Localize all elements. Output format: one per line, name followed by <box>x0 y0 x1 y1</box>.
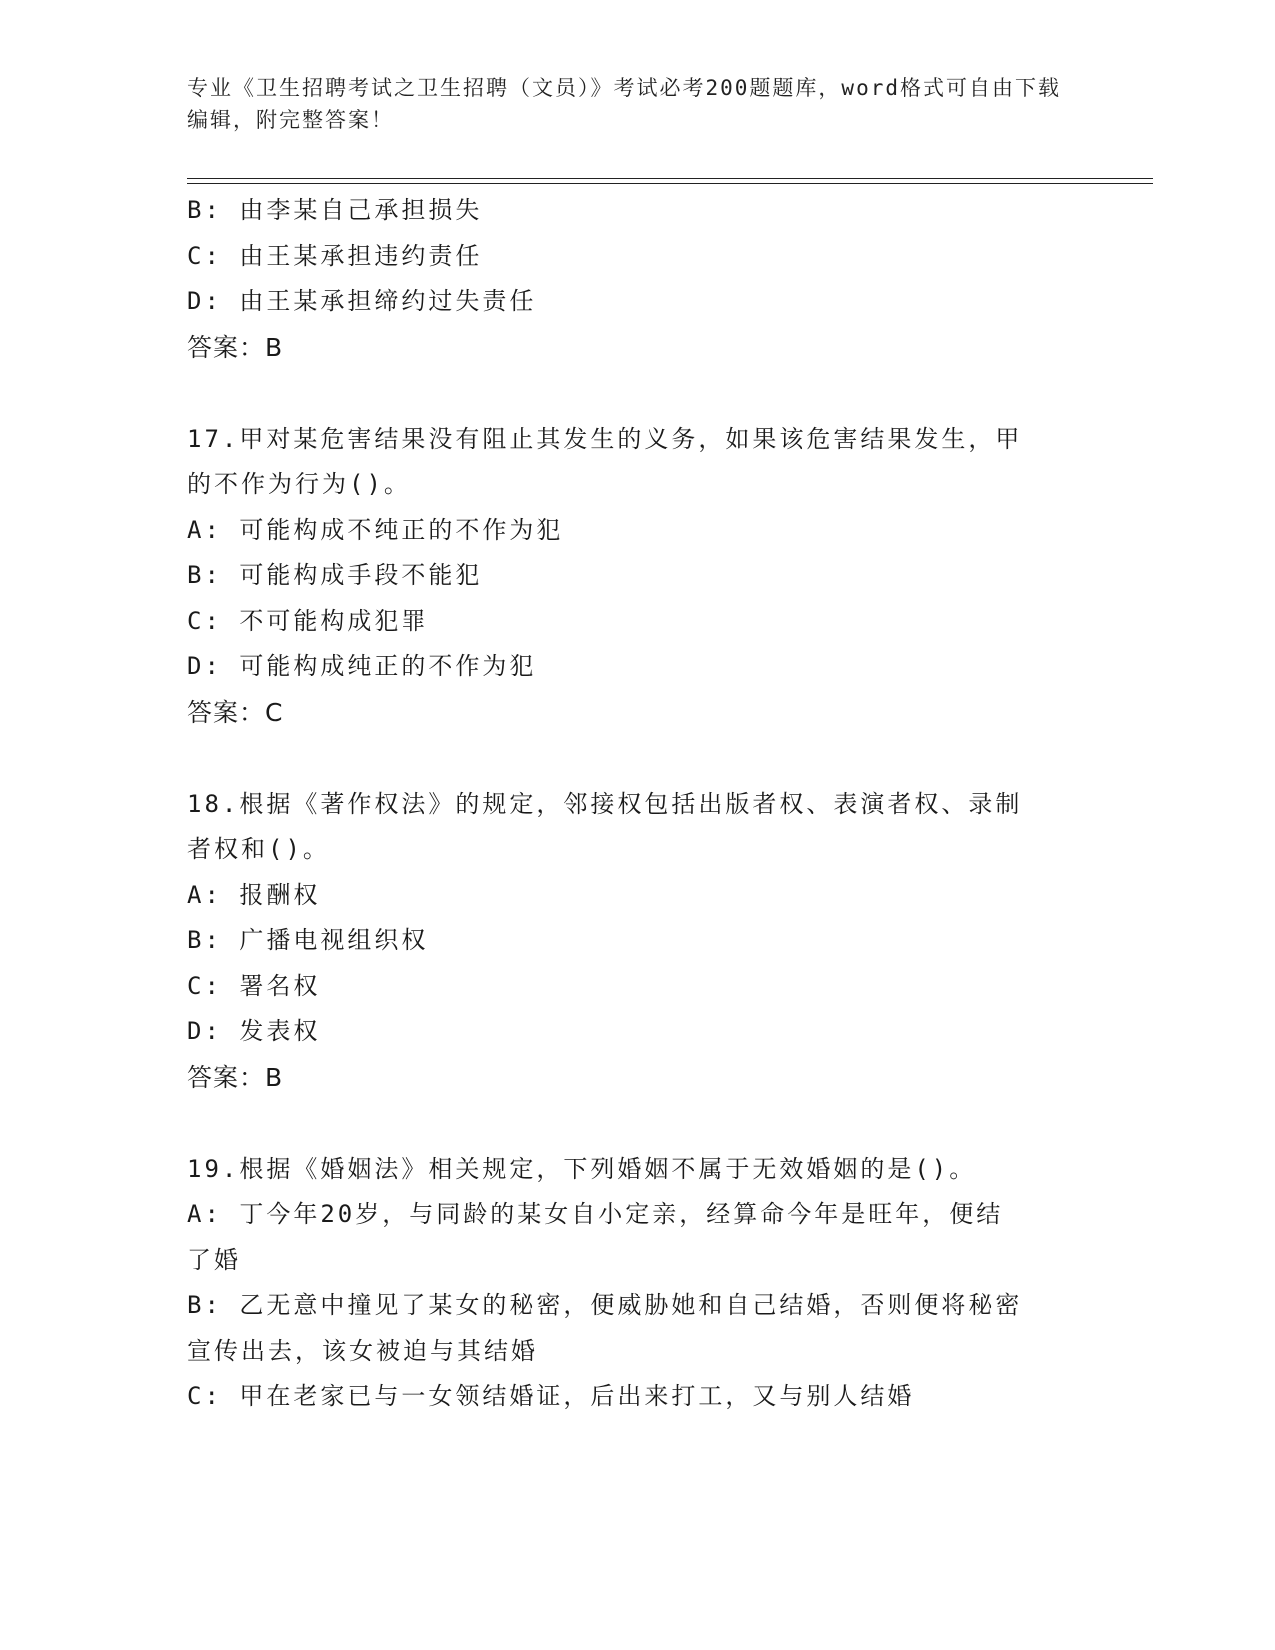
option-b: B: 由李某自己承担损失 <box>187 196 483 224</box>
question-stem-line: 的不作为行为()。 <box>187 470 411 498</box>
question-17 <box>187 417 1067 736</box>
answer-line: 答案：B <box>187 332 284 362</box>
option-c: C: 甲在老家已与一女领结婚证，后出来打工，又与别人结婚 <box>187 1382 915 1410</box>
question-list <box>187 188 1067 1420</box>
option-b: B: 可能构成手段不能犯 <box>187 561 483 589</box>
option-c: C: 不可能构成犯罪 <box>187 606 429 635</box>
option-b: B: 乙无意中撞见了某女的秘密，便威胁她和自己结婚，否则便将秘密 <box>187 1291 1023 1319</box>
question-stem-line: 18.根据《著作权法》的规定，邻接权包括出版者权、表演者权、录制 <box>187 789 1023 818</box>
answer-line: 答案：B <box>187 1062 284 1092</box>
option-c: C: 由王某承担违约责任 <box>187 241 483 270</box>
question-19 <box>187 1147 1067 1420</box>
header-divider-top <box>187 178 1153 179</box>
question-stem-line: 者权和()。 <box>187 835 330 863</box>
question-18 <box>187 782 1067 1101</box>
option-a: A: 丁今年20岁，与同龄的某女自小定亲，经算命今年是旺年，便结 <box>187 1200 1004 1228</box>
option-a: A: 可能构成不纯正的不作为犯 <box>187 515 564 544</box>
question-16 <box>187 188 1067 371</box>
option-d: D: 由王某承担缔约过失责任 <box>187 287 537 315</box>
question-stem-line: 17.甲对某危害结果没有阻止其发生的义务，如果该危害结果发生，甲 <box>187 424 1023 453</box>
option-d: D: 发表权 <box>187 1017 321 1045</box>
option-b: B: 广播电视组织权 <box>187 926 429 954</box>
document-header: 专业《卫生招聘考试之卫生招聘（文员）》考试必考200题题库，word格式可自由下载编辑，附完整答案！ <box>187 76 1061 132</box>
answer-line: 答案：C <box>187 697 284 727</box>
option-c: C: 署名权 <box>187 971 321 1000</box>
option-a: A: 报酬权 <box>187 880 321 909</box>
header-divider-bottom <box>187 183 1153 184</box>
option-b-continued: 宣传出去，该女被迫与其结婚 <box>187 1336 538 1365</box>
option-d: D: 可能构成纯正的不作为犯 <box>187 652 537 680</box>
option-a-continued: 了婚 <box>187 1245 241 1274</box>
question-stem-line: 19.根据《婚姻法》相关规定，下列婚姻不属于无效婚姻的是()。 <box>187 1154 977 1183</box>
